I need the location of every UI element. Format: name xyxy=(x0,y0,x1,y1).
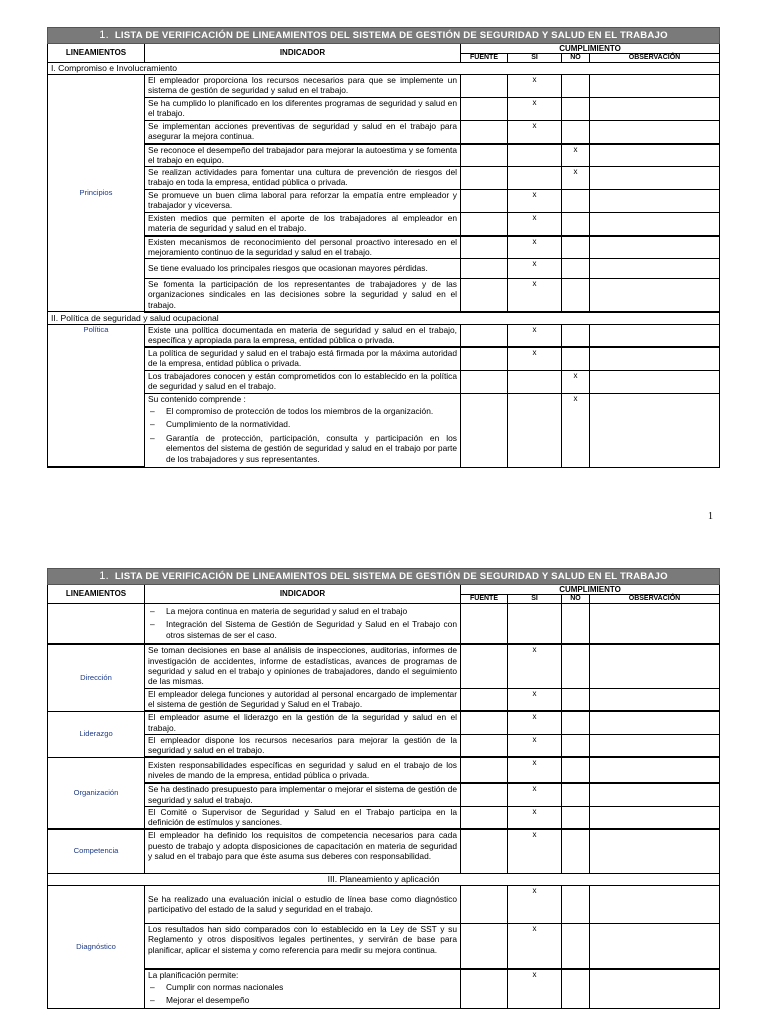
mark-si: x xyxy=(508,121,562,144)
page-number: 1 xyxy=(708,511,713,522)
list-intro: Su contenido comprende : xyxy=(148,393,246,404)
mark-si: x xyxy=(508,829,562,873)
mark-si: x xyxy=(508,923,562,969)
lineamiento-principios: Principios xyxy=(48,75,145,312)
mark-si: x xyxy=(508,279,562,312)
header-indicador: INDICADOR xyxy=(145,585,461,604)
lineamiento-organizacion: Organización xyxy=(48,757,145,829)
checklist-table-1 xyxy=(47,27,720,468)
content-list xyxy=(148,982,457,1006)
indicator-list xyxy=(145,969,461,1009)
mark-si: x xyxy=(508,885,562,923)
table-title-row xyxy=(48,28,720,44)
mark-no: x xyxy=(562,393,590,467)
indicator-list xyxy=(145,393,461,467)
indicator-text: Se toman decisiones en base al análisis de inspecciones, auditorias, informes de investigación de accidentes, informe de estadísticas, avances de programas de seguridad y salud en el trabajo y opiniones de trabajadores, dando el seguimiento de las mismas. xyxy=(145,644,461,688)
indicator-text: El empleador asume el liderazgo en la gestión de la seguridad y salud en el trabajo. xyxy=(145,711,461,734)
table-title: 1. LISTA DE VERIFICACIÓN DE LINEAMIENTOS DEL SISTEMA DE GESTIÓN DE SEGURIDAD Y SALUD EN EL TRABAJO xyxy=(48,569,720,585)
header-observacion: OBSERVACIÓN xyxy=(590,54,720,63)
indicator-text: Se promueve un buen clima laboral para reforzar la empatía entre empleador y trabajador y viceversa. xyxy=(145,190,461,213)
lineamiento-politica: Política xyxy=(48,324,145,467)
table-title-row xyxy=(48,569,720,585)
indicator-text: El empleador ha definido los requisitos de competencia necesarios para cada puesto de trabajo y adopta disposiciones de capacitación en materia de seguridad y salud en el trabajo para que éste asuma sus deberes con responsabilidad. xyxy=(145,829,461,873)
mark-si: x xyxy=(508,324,562,347)
content-list xyxy=(148,606,457,640)
header-lineamientos: LINEAMIENTOS xyxy=(48,44,145,63)
indicator-text: Existe una política documentada en materia de seguridad y salud en el trabajo, específica y apropiada para la empresa, entidad pública o privada. xyxy=(145,324,461,347)
mark-si: x xyxy=(508,190,562,213)
table-title: 1. LISTA DE VERIFICACIÓN DE LINEAMIENTOS DEL SISTEMA DE GESTIÓN DE SEGURIDAD Y SALUD EN EL TRABAJO xyxy=(48,28,720,44)
mark-si: x xyxy=(508,98,562,121)
mark-si: x xyxy=(508,783,562,806)
indicator-text: Los resultados han sido comparados con lo establecido en la Ley de SST y su Reglamento y otros dispositivos legales pertinentes, y servirán de base para planificar, aplicar el sistema y como referencia para medir su mejora continua. xyxy=(145,923,461,969)
section-title: II. Política de seguridad y salud ocupacional xyxy=(48,312,720,325)
lineamiento-liderazgo: Liderazgo xyxy=(48,711,145,757)
indicator-text: Se ha destinado presupuesto para implementar o mejorar el sistema de gestión de seguridad y salud el trabajo. xyxy=(145,783,461,806)
list-item: – El compromiso de protección de todos los miembros de la organización. xyxy=(148,406,457,416)
indicator-text: El empleador dispone los recursos necesarios para mejorar la gestión de la seguridad y salud en el trabajo. xyxy=(145,734,461,757)
mark-si: x xyxy=(508,75,562,98)
indicator-text: Existen mecanismos de reconocimiento del personal proactivo interesado en el mejoramiento continuo de la seguridad y salud en el trabajo. xyxy=(145,236,461,259)
header-cumplimiento: CUMPLIMIENTO xyxy=(461,44,720,54)
mark-no: x xyxy=(562,370,590,393)
list-item: – Integración del Sistema de Gestión de Seguridad y Salud en el Trabajo con otros sistemas de ser el caso. xyxy=(148,619,457,640)
indicator-list xyxy=(145,604,461,645)
lineamiento-direccion: Dirección xyxy=(48,644,145,711)
list-item: – Cumplimiento de la normatividad. xyxy=(148,419,457,429)
indicator-text: Se ha realizado una evaluación inicial o estudio de línea base como diagnóstico participativo del estado de la salud y seguridad en el trabajo. xyxy=(145,885,461,923)
header-no: NO xyxy=(562,595,590,604)
indicator-text: Se reconoce el desempeño del trabajador para mejorar la autoestima y se fomenta el trabajo en equipo. xyxy=(145,144,461,167)
indicator-text: Los trabajadores conocen y están comprometidos con lo establecido en la política de seguridad y salud en el trabajo. xyxy=(145,370,461,393)
header-indicador: INDICADOR xyxy=(145,44,461,63)
indicator-text: El empleador delega funciones y autoridad al personal encargado de implementar el sistema de gestión de Seguridad y Salud en el Trabajo. xyxy=(145,688,461,711)
content-list xyxy=(148,406,457,464)
mark-si: x xyxy=(508,806,562,829)
indicator-text: Se fomenta la participación de los representantes de trabajadores y de las organizaciones sindicales en las decisiones sobre la seguridad y salud en el trabajo. xyxy=(145,279,461,312)
indicator-text: Se realizan actividades para fomentar una cultura de prevención de riesgos del trabajo en toda la empresa, entidad pública o privada. xyxy=(145,167,461,190)
header-no: NO xyxy=(562,54,590,63)
indicator-text: El Comité o Supervisor de Seguridad y Salud en el Trabajo participa en la definición de estímulos y sanciones. xyxy=(145,806,461,829)
section-title: I. Compromiso e Involucramiento xyxy=(48,63,720,75)
header-lineamientos: LINEAMIENTOS xyxy=(48,585,145,604)
header-fuente: FUENTE xyxy=(461,595,508,604)
mark-si: x xyxy=(508,734,562,757)
indicator-text: El empleador proporciona los recursos necesarios para que se implemente un sistema de gestión de seguridad y salud en el trabajo. xyxy=(145,75,461,98)
header-fuente: FUENTE xyxy=(461,54,508,63)
mark-si: x xyxy=(508,688,562,711)
list-intro: La planificación permite: xyxy=(148,970,239,981)
list-item: – Mejorar el desempeño xyxy=(148,995,457,1005)
checklist-table-2 xyxy=(47,568,720,1009)
list-item: – Cumplir con normas nacionales xyxy=(148,982,457,992)
mark-si: x xyxy=(508,236,562,259)
header-observacion: OBSERVACIÓN xyxy=(590,595,720,604)
indicator-text: Se implementan acciones preventivas de seguridad y salud en el trabajo para asegurar la mejora continua. xyxy=(145,121,461,144)
section-title: III. Planeamiento y aplicación xyxy=(48,873,720,885)
indicator-text: Se tiene evaluado los principales riesgos que ocasionan mayores pérdidas. xyxy=(145,259,461,279)
page-1 xyxy=(47,27,719,468)
indicator-text: Existen medios que permiten el aporte de los trabajadores al empleador en materia de seguridad y salud en el trabajo. xyxy=(145,213,461,236)
list-item: – La mejora continua en materia de seguridad y salud en el trabajo xyxy=(148,606,457,616)
mark-si: x xyxy=(508,259,562,279)
mark-si: x xyxy=(508,213,562,236)
mark-si: x xyxy=(508,347,562,370)
mark-si: x xyxy=(508,757,562,783)
indicator-text: Se ha cumplido lo planificado en los diferentes programas de seguridad y salud en el trabajo. xyxy=(145,98,461,121)
mark-no: x xyxy=(562,144,590,167)
header-si: SI xyxy=(508,595,562,604)
mark-no: x xyxy=(562,167,590,190)
header-si: SI xyxy=(508,54,562,63)
page-2 xyxy=(47,568,719,1009)
lineamiento-diagnostico: Diagnóstico xyxy=(48,885,145,1009)
list-item: – Garantía de protección, participación, consulta y participación en los elementos del sistema de gestión de seguridad y salud en el trabajo por parte de los trabajadores y sus representantes. xyxy=(148,433,457,464)
mark-si: x xyxy=(508,644,562,688)
header-cumplimiento: CUMPLIMIENTO xyxy=(461,585,720,595)
mark-si: x xyxy=(508,969,562,1009)
lineamiento-competencia: Competencia xyxy=(48,829,145,873)
indicator-text: La política de seguridad y salud en el trabajo está firmada por la máxima autoridad de la empresa, entidad pública o privada. xyxy=(145,347,461,370)
indicator-text: Existen responsabilidades específicas en seguridad y salud en el trabajo de los niveles de mando de la empresa, entidad pública o privada. xyxy=(145,757,461,783)
mark-si: x xyxy=(508,711,562,734)
